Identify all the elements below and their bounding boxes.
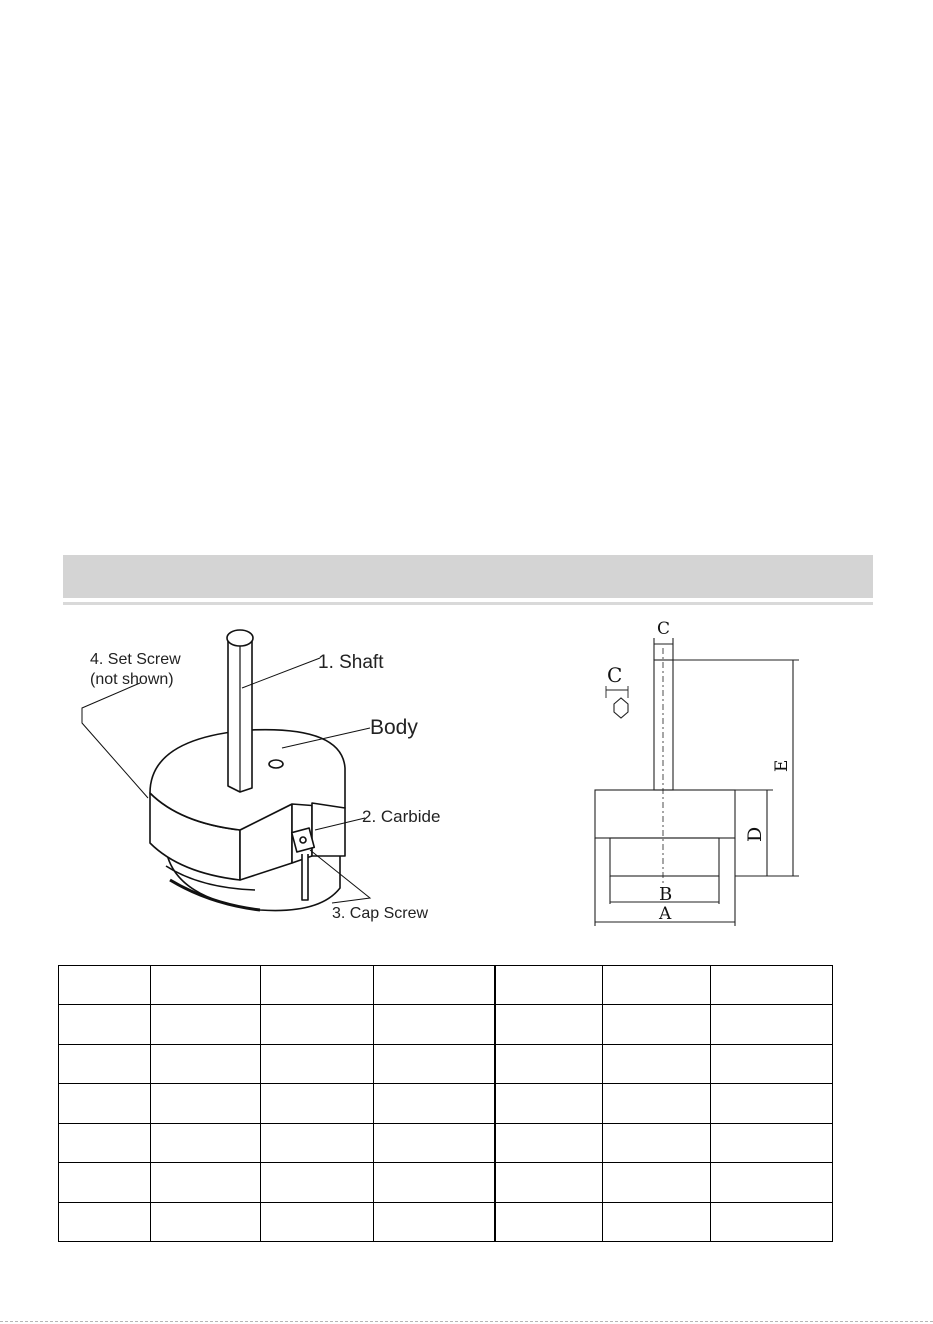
spec-table bbox=[58, 965, 833, 1242]
table-cell bbox=[711, 1005, 833, 1044]
table-cell bbox=[603, 1005, 711, 1044]
table-cell bbox=[59, 1202, 151, 1241]
table-cell bbox=[59, 966, 151, 1005]
table-cell bbox=[711, 1044, 833, 1083]
label-c-hex: C bbox=[607, 663, 623, 687]
page-footer-rule bbox=[0, 1321, 933, 1322]
table-cell bbox=[711, 966, 833, 1005]
label-e: E bbox=[772, 759, 792, 772]
label-c-shaft: C bbox=[657, 619, 671, 639]
table-cell bbox=[151, 1005, 261, 1044]
table-cell bbox=[495, 1202, 603, 1241]
table-row bbox=[59, 1084, 833, 1123]
table-row bbox=[59, 1163, 833, 1202]
section-header-bar bbox=[63, 555, 873, 598]
table-cell bbox=[261, 1084, 374, 1123]
table-cell bbox=[374, 1044, 495, 1083]
label-a: A bbox=[659, 904, 672, 924]
callout-set-screw: 4. Set Screw bbox=[90, 651, 181, 668]
table-cell bbox=[603, 966, 711, 1005]
table-cell bbox=[261, 1123, 374, 1162]
callout-carbide: 2. Carbide bbox=[362, 807, 441, 826]
table-cell bbox=[59, 1084, 151, 1123]
table-cell bbox=[59, 1163, 151, 1202]
table-cell bbox=[261, 1202, 374, 1241]
table-cell bbox=[711, 1202, 833, 1241]
callout-cap-screw: 3. Cap Screw bbox=[332, 905, 429, 922]
table-cell bbox=[495, 1163, 603, 1202]
dimension-drawing bbox=[575, 608, 815, 933]
table-cell bbox=[59, 1044, 151, 1083]
table-cell bbox=[603, 1044, 711, 1083]
cutter-isometric-illustration bbox=[70, 618, 470, 933]
callout-body: Body bbox=[370, 716, 418, 739]
table-cell bbox=[495, 1123, 603, 1162]
label-b: B bbox=[659, 884, 673, 905]
table-cell bbox=[151, 966, 261, 1005]
table-cell bbox=[711, 1163, 833, 1202]
table-cell bbox=[603, 1163, 711, 1202]
table-row bbox=[59, 966, 833, 1005]
table-cell bbox=[261, 966, 374, 1005]
table-cell bbox=[151, 1044, 261, 1083]
table-cell bbox=[59, 1005, 151, 1044]
table-cell bbox=[495, 966, 603, 1005]
table-cell bbox=[374, 1123, 495, 1162]
collar-profile bbox=[610, 838, 719, 876]
table-cell bbox=[374, 1163, 495, 1202]
table-cell bbox=[261, 1044, 374, 1083]
table-row bbox=[59, 1044, 833, 1083]
table-cell bbox=[374, 1005, 495, 1044]
body-profile bbox=[595, 790, 735, 838]
table-cell bbox=[151, 1084, 261, 1123]
callout-set-screw-note: (not shown) bbox=[90, 671, 174, 688]
table-cell bbox=[151, 1123, 261, 1162]
table-cell bbox=[261, 1163, 374, 1202]
label-d: D bbox=[744, 826, 766, 842]
section-divider bbox=[63, 602, 873, 605]
table-cell bbox=[151, 1163, 261, 1202]
hex-section bbox=[614, 698, 628, 718]
table-cell bbox=[495, 1084, 603, 1123]
table-cell bbox=[711, 1123, 833, 1162]
table-row bbox=[59, 1123, 833, 1162]
shaft-profile bbox=[654, 660, 673, 790]
table-cell bbox=[603, 1202, 711, 1241]
table-row bbox=[59, 1202, 833, 1241]
callout-shaft: 1. Shaft bbox=[318, 652, 384, 673]
table-cell bbox=[603, 1084, 711, 1123]
table-cell bbox=[59, 1123, 151, 1162]
table-cell bbox=[374, 1084, 495, 1123]
table-row bbox=[59, 1005, 833, 1044]
table-cell bbox=[711, 1084, 833, 1123]
table-cell bbox=[374, 1202, 495, 1241]
table-cell bbox=[495, 1005, 603, 1044]
table-cell bbox=[261, 1005, 374, 1044]
table-cell bbox=[603, 1123, 711, 1162]
table-cell bbox=[151, 1202, 261, 1241]
table-cell bbox=[495, 1044, 603, 1083]
table-cell bbox=[374, 966, 495, 1005]
